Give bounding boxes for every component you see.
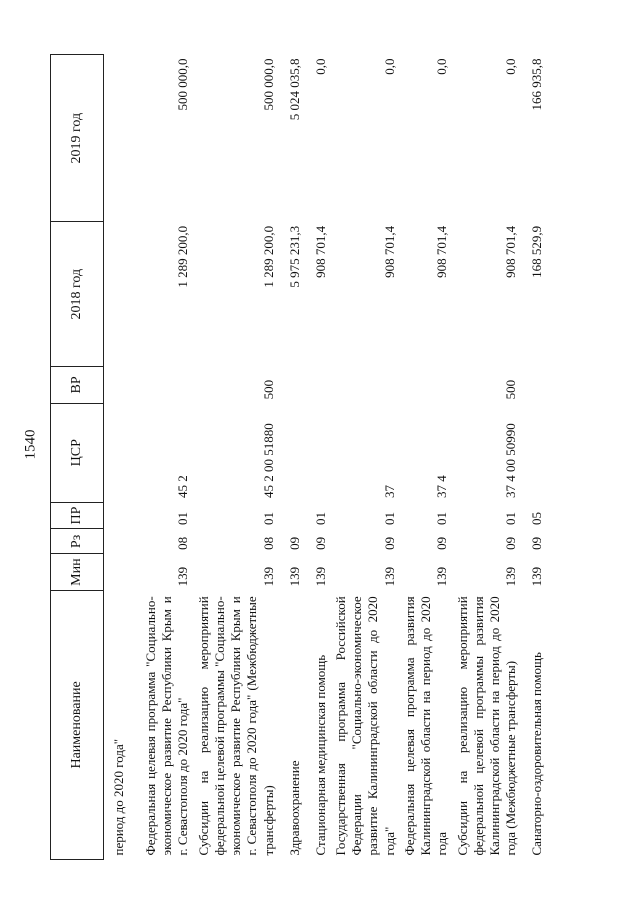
budget-table xyxy=(50,54,548,860)
col-header-min: Мин xyxy=(51,554,104,590)
row-name: Стационарная медицинская помощь xyxy=(312,654,328,856)
row-csr: 37 4 xyxy=(434,475,450,499)
row-min: 139 xyxy=(434,566,450,587)
row-csr: 45 2 xyxy=(175,475,191,499)
row-vr: 500 xyxy=(503,379,519,400)
row-vr xyxy=(104,367,130,404)
col-header-2019: 2019 год xyxy=(51,55,104,222)
row-vr xyxy=(279,367,305,404)
row-rz: 09 xyxy=(434,536,450,550)
table-header-row xyxy=(51,55,104,860)
row-rz: 08 xyxy=(175,536,191,550)
row-pr: 05 xyxy=(529,511,545,525)
row-pr: 01 xyxy=(260,511,276,525)
row-name: Федеральная целевая программа развития Калининградской области на период до 2020 года xyxy=(401,596,450,856)
row-rz: 09 xyxy=(503,536,519,550)
row-name: Здравоохранение xyxy=(286,760,302,856)
row-pr: 01 xyxy=(175,511,191,525)
row-rz: 08 xyxy=(260,536,276,550)
row-name: Субсидии на реализацию мероприятий федеральной целевой программы "Социально-экономическое развитие Республики Крым и г. Севастополя до 2020 года" (Межбюджетные трансферты) xyxy=(195,596,276,856)
table-row xyxy=(104,55,130,860)
col-header-vr: ВР xyxy=(51,367,104,404)
row-value-2018: 908 701,4 xyxy=(312,225,328,278)
row-csr xyxy=(104,403,130,502)
table-row xyxy=(279,55,305,860)
row-value-2018: 1 289 200,0 xyxy=(260,225,276,288)
row-rz: 09 xyxy=(312,536,328,550)
row-value-2018: 168 529,9 xyxy=(529,225,545,278)
row-pr xyxy=(104,502,130,529)
row-vr xyxy=(305,367,331,404)
row-value-2019: 0,0 xyxy=(312,58,328,75)
row-csr: 37 xyxy=(381,485,397,499)
table-row xyxy=(194,55,279,860)
row-name: период до 2020 года" xyxy=(111,738,127,856)
row-value-2019: 0,0 xyxy=(434,58,450,75)
col-header-pr: ПР xyxy=(51,502,104,529)
row-csr: 37 4 00 50990 xyxy=(503,423,519,499)
row-min: 139 xyxy=(503,566,519,587)
row-name: Санаторно-оздоровительная помощь xyxy=(529,652,545,856)
row-value-2018 xyxy=(104,222,130,367)
table-row xyxy=(331,55,400,860)
row-vr xyxy=(400,367,453,404)
page-number: 1540 xyxy=(22,429,39,460)
row-min: 139 xyxy=(529,566,545,587)
row-pr: 01 xyxy=(312,511,328,525)
row-name: Государственная программа Российской Федерации "Социально-экономическое развитие Калининградской области до 2020 года" xyxy=(332,596,397,856)
row-value-2019: 0,0 xyxy=(381,58,397,75)
row-min xyxy=(104,554,130,590)
row-pr: 01 xyxy=(434,511,450,525)
col-header-2018: 2018 год xyxy=(51,222,104,367)
row-pr xyxy=(279,502,305,529)
row-pr: 01 xyxy=(503,511,519,525)
row-value-2018: 5 975 231,3 xyxy=(286,225,302,288)
row-value-2019: 500 000,0 xyxy=(175,58,191,111)
row-csr xyxy=(522,403,548,502)
row-value-2019: 500 000,0 xyxy=(260,58,276,111)
row-value-2019 xyxy=(104,55,130,222)
table-row xyxy=(453,55,522,860)
table-row xyxy=(522,55,548,860)
row-value-2018: 908 701,4 xyxy=(503,225,519,278)
row-rz: 09 xyxy=(381,536,397,550)
row-min: 139 xyxy=(175,566,191,587)
row-csr xyxy=(305,403,331,502)
row-min: 139 xyxy=(312,566,328,587)
row-name: Субсидии на реализацию мероприятий федеральной целевой программы развития Калининградской области на период до 2020 года (Межбюджетные трансферты) xyxy=(454,596,519,856)
row-value-2019: 5 024 035,8 xyxy=(286,58,302,121)
row-vr: 500 xyxy=(260,379,276,400)
row-vr xyxy=(331,367,400,404)
row-csr xyxy=(279,403,305,502)
row-rz xyxy=(104,529,130,554)
row-value-2018: 908 701,4 xyxy=(381,225,397,278)
row-value-2019: 166 935,8 xyxy=(529,58,545,111)
table-row xyxy=(130,55,194,860)
row-min: 139 xyxy=(286,566,302,587)
table-row xyxy=(400,55,453,860)
row-value-2018: 1 289 200,0 xyxy=(175,225,191,288)
col-header-rz: Рз xyxy=(51,529,104,554)
row-csr: 45 2 00 51880 xyxy=(260,423,276,499)
col-header-csr: ЦСР xyxy=(51,403,104,502)
row-rz: 09 xyxy=(286,536,302,550)
row-rz: 09 xyxy=(529,536,545,550)
row-vr xyxy=(522,367,548,404)
table-row xyxy=(305,55,331,860)
row-name: Федеральная целевая программа "Социально-экономическое развитие Республики Крым и г. Севастополя до 2020 года" xyxy=(142,596,191,856)
row-vr xyxy=(130,367,194,404)
row-value-2018: 908 701,4 xyxy=(434,225,450,278)
table-body xyxy=(104,55,548,860)
col-header-name: Наименование xyxy=(51,590,104,859)
row-value-2019: 0,0 xyxy=(503,58,519,75)
row-min: 139 xyxy=(381,566,397,587)
rotated-page-content xyxy=(50,54,620,860)
row-min: 139 xyxy=(260,566,276,587)
row-pr: 01 xyxy=(381,511,397,525)
